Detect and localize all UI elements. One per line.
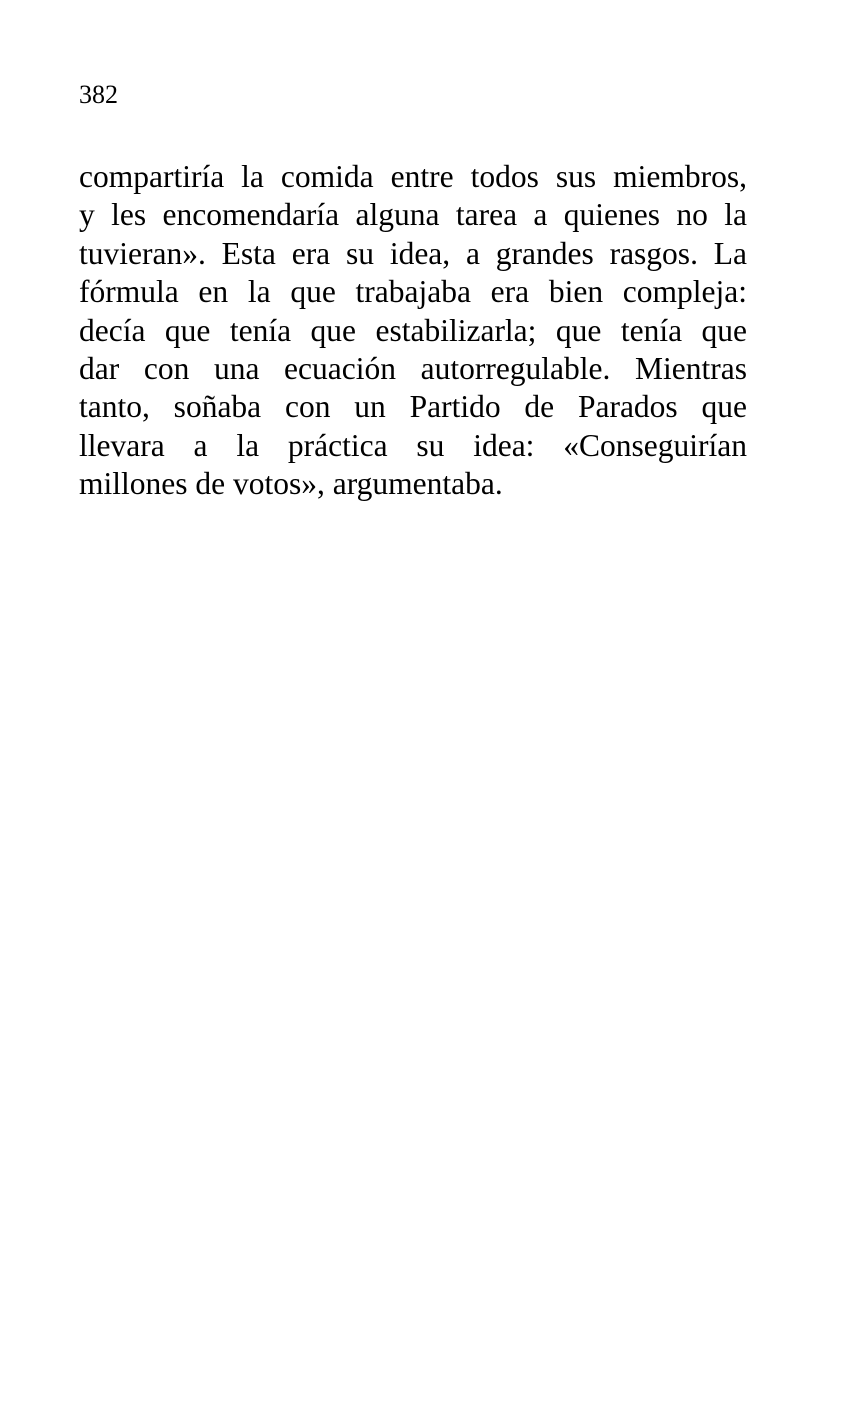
body-paragraph: [79, 158, 747, 504]
text-line: dar con una ecuación autorregulable. Mientras: [79, 351, 747, 387]
text-line: llevara a la práctica su idea: «Conseguirían: [79, 427, 747, 463]
text-line: decía que tenía que estabilizarla; que tenía que: [79, 312, 747, 348]
text-line: tanto, soñaba con un Partido de Parados que: [79, 389, 747, 425]
text-line: tuvieran». Esta era su idea, a grandes rasgos. La: [79, 235, 747, 271]
text-line: fórmula en la que trabajaba era bien compleja:: [79, 274, 747, 310]
text-line: compartiría la comida entre todos sus miembros,: [79, 159, 747, 194]
text-line: y les encomendaría alguna tarea a quienes no la: [79, 197, 747, 233]
page-number: 382: [79, 80, 118, 109]
text-line: millones de votos», argumentaba.: [79, 466, 503, 502]
